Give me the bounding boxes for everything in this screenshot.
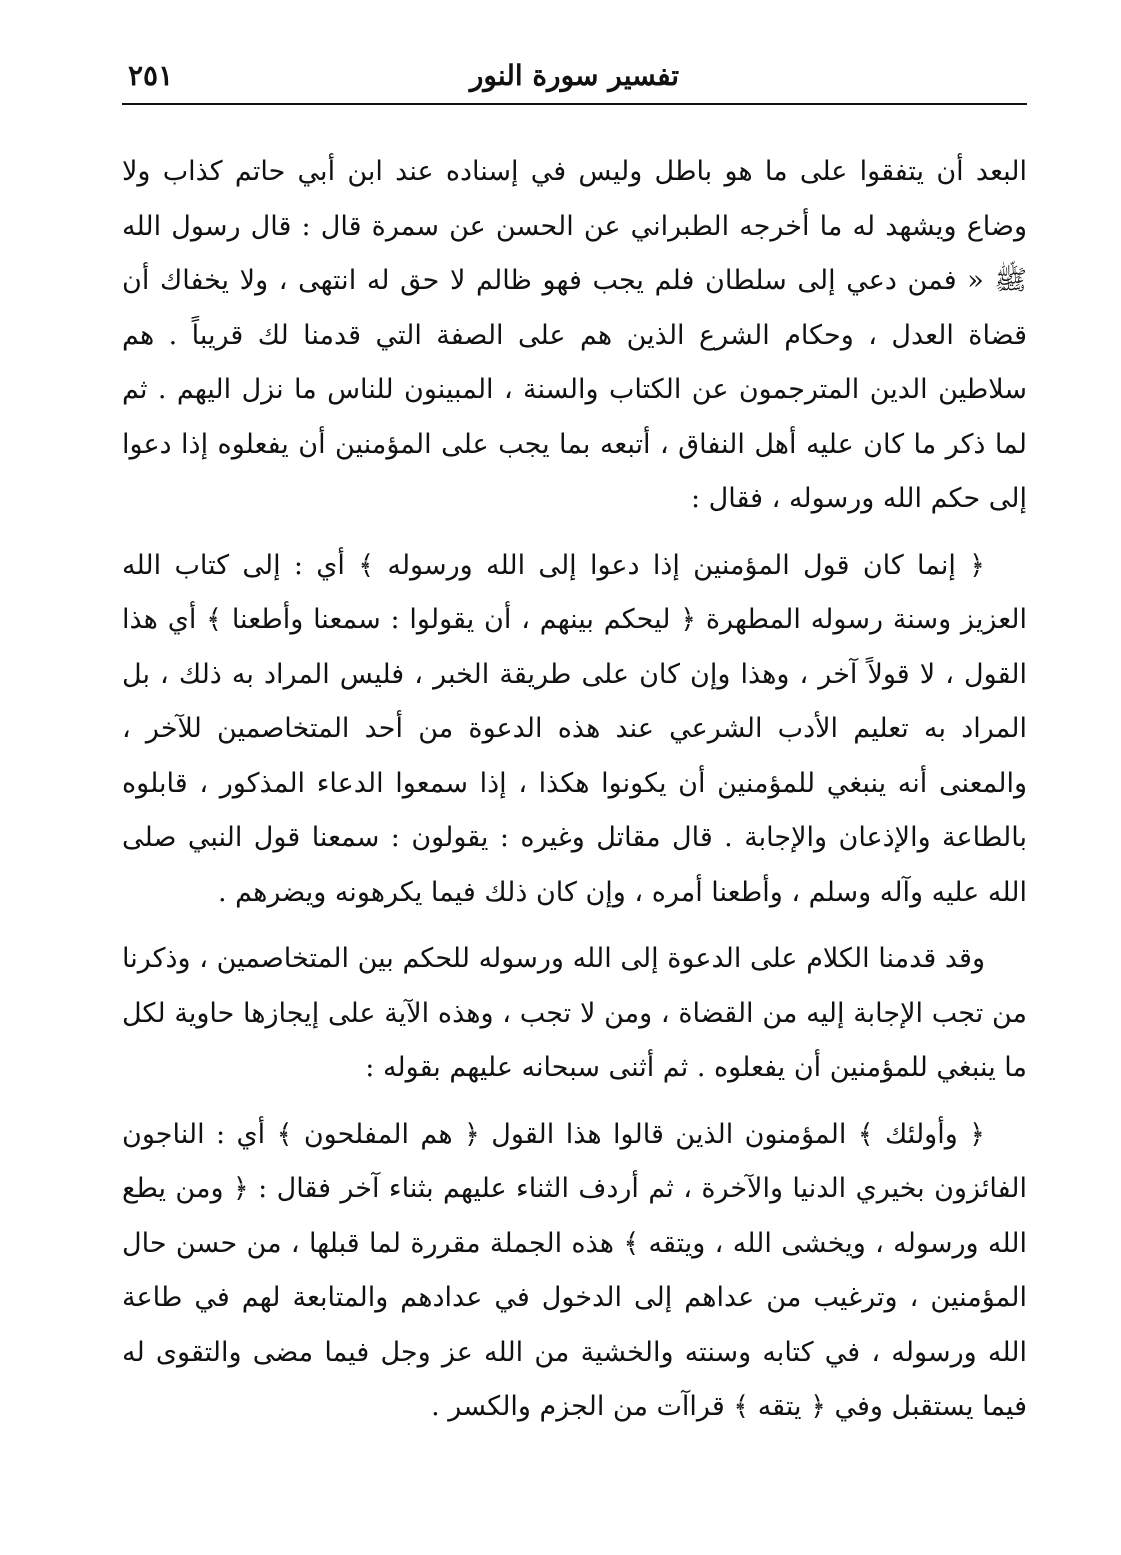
- header-divider: [122, 103, 1027, 105]
- paragraph-3: وقد قدمنا الكلام على الدعوة إلى الله ورسوله للحكم بين المتخاصمين ، وذكرنا من تجب الإجابة إليه من القضاة ، ومن لا تجب ، وهذه الآية على إيجازها حاوية لكل ما ينبغي للمؤمنين أن يفعلوه . ثم أثنى سبحانه عليهم بقوله :: [122, 943, 1027, 1083]
- paragraph-2: ﴿ إنما كان قول المؤمنين إذا دعوا إلى الله ورسوله ﴾ أي : إلى كتاب الله العزيز وسنة رسوله المطهرة ﴿ ليحكم بينهم ، أن يقولوا : سمعنا وأطعنا ﴾ أي هذا القول ، لا قولاً آخر ، وهذا وإن كان على طريقة الخبر ، فليس المراد به ذلك ، بل المراد به تعليم الأدب الشرعي عند هذه الدعوة من أحد المتخاصمين للآخر ، والمعنى أنه ينبغي للمؤمنين أن يكونوا هكذا ، إذا سمعوا الدعاء المذكور ، قابلوه بالطاعة والإذعان والإجابة . قال مقاتل وغيره : يقولون : سمعنا قول النبي صلى الله عليه وآله وسلم ، وأطعنا أمره ، وإن كان ذلك فيما يكرهونه ويضرهم .: [122, 549, 1027, 908]
- running-header: [122, 56, 1027, 100]
- paragraph-1: البعد أن يتفقوا على ما هو باطل وليس في إسناده عند ابن أبي حاتم كذاب ولا وضاع ويشهد له ما أخرجه الطبراني عن الحسن عن سمرة قال : قال رسول الله ﷺ « فمن دعي إلى سلطان فلم يجب فهو ظالم لا حق له انتهى ، ولا يخفاك أن قضاة العدل ، وحكام الشرع الذين هم على الصفة التي قدمنا لك قريباً . هم سلاطين الدين المترجمون عن الكتاب والسنة ، المبينون للناس ما نزل اليهم . ثم لما ذكر ما كان عليه أهل النفاق ، أتبعه بما يجب على المؤمنين أن يفعلوه إذا دعوا إلى حكم الله ورسوله ، فقال :: [122, 156, 1027, 514]
- paragraph-4: ﴿ وأولئك ﴾ المؤمنون الذين قالوا هذا القول ﴿ هم المفلحون ﴾ أي : الناجون الفائزون بخيري الدنيا والآخرة ، ثم أردف الثناء عليهم بثناء آخر فقال : ﴿ ومن يطع الله ورسوله ، ويخشى الله ، ويتقه ﴾ هذه الجملة مقررة لما قبلها ، من حسن حال المؤمنين ، وترغيب من عداهم إلى الدخول في عدادهم والمتابعة لهم في طاعة الله ورسوله ، في كتابه وسنته والخشية من الله عز وجل فيما مضى والتقوى له فيما يستقبل وفي ﴿ يتقه ﴾ قراآت من الجزم والكسر .: [122, 1118, 1027, 1422]
- body-text: [122, 145, 1027, 1435]
- running-title: تفسير سورة النور: [469, 59, 680, 92]
- page-number: ٢٥١: [128, 59, 174, 92]
